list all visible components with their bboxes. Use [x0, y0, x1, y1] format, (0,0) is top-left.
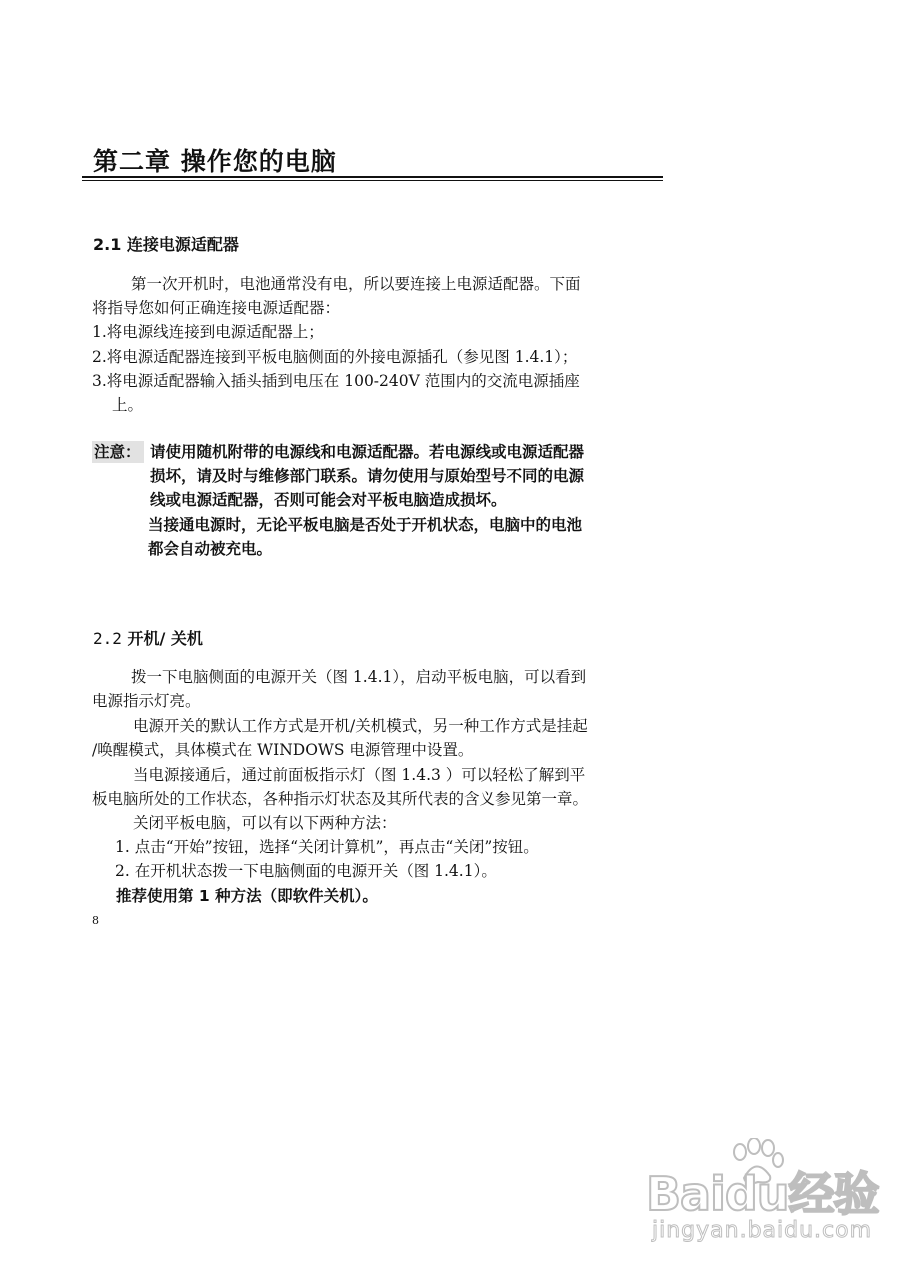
list-item: 3.将电源适配器输入插头插到电压在 100-240V 范围内的交流电源插座: [92, 372, 580, 390]
list-item: 2. 在开机状态拨一下电脑侧面的电源开关（图 1.4.1）。: [115, 862, 497, 880]
section-heading-2-2: [93, 626, 203, 649]
list-item-continuation: 上。: [112, 396, 144, 414]
list-item: 2.将电源适配器连接到平板电脑侧面的外接电源插孔（参见图 1.4.1）；: [92, 348, 578, 366]
paragraph-line: 当电源接通后，通过前面板指示灯（图 1.4.3 ）可以轻松了解到平: [133, 766, 586, 784]
title-rule-thick: [82, 176, 663, 178]
paragraph-line: 电源开关的默认工作方式是开机/关机模式，另一种工作方式是挂起: [133, 717, 588, 735]
note-label: 注意：: [92, 441, 144, 463]
recommendation-line: 推荐使用第 1 种方法（即软件关机）。: [116, 887, 378, 905]
note-line: 当接通电源时，无论平板电脑是否处于开机状态，电脑中的电池: [148, 516, 583, 534]
watermark-url: jingyan.baidu.com: [652, 1218, 873, 1243]
paragraph-line: 电源指示灯亮。: [92, 692, 201, 710]
watermark-logo-text: Baidu经验: [646, 1167, 879, 1221]
title-rule-thin: [82, 180, 663, 181]
note-line: 都会自动被充电。: [148, 540, 273, 558]
paragraph-line: 将指导您如何正确连接电源适配器：: [92, 299, 341, 317]
note-line: 损坏，请及时与维修部门联系。请勿使用与原始型号不同的电源: [150, 467, 585, 485]
list-item: 1. 点击“开始”按钮，选择“关闭计算机”，再点击“关闭”按钮。: [115, 838, 539, 856]
page-number: 8: [92, 914, 99, 927]
list-item: 1.将电源线连接到电源适配器上；: [92, 323, 324, 341]
section-number: 2.2: [93, 629, 122, 648]
baidu-watermark: [640, 1138, 880, 1268]
paragraph-line: 板电脑所处的工作状态，各种指示灯状态及其所代表的含义参见第一章。: [92, 790, 589, 808]
paragraph-line: 第一次开机时，电池通常没有电，所以要连接上电源适配器。下面: [131, 275, 581, 293]
chapter-title: 第二章 操作您的电脑: [93, 147, 337, 176]
paragraph-line: 拨一下电脑侧面的电源开关（图 1.4.1），启动平板电脑，可以看到: [131, 668, 587, 686]
section-title: 开机/ 关机: [127, 629, 203, 648]
note-line: 请使用随机附带的电源线和电源适配器。若电源线或电源适配器: [150, 443, 585, 461]
paragraph-line: 关闭平板电脑，可以有以下两种方法：: [133, 814, 397, 832]
section-heading-2-1: 2.1 连接电源适配器: [93, 235, 239, 254]
paragraph-line: /唤醒模式，具体模式在 WINDOWS 电源管理中设置。: [92, 741, 474, 759]
note-line: 线或电源适配器，否则可能会对平板电脑造成损坏。: [150, 491, 507, 509]
